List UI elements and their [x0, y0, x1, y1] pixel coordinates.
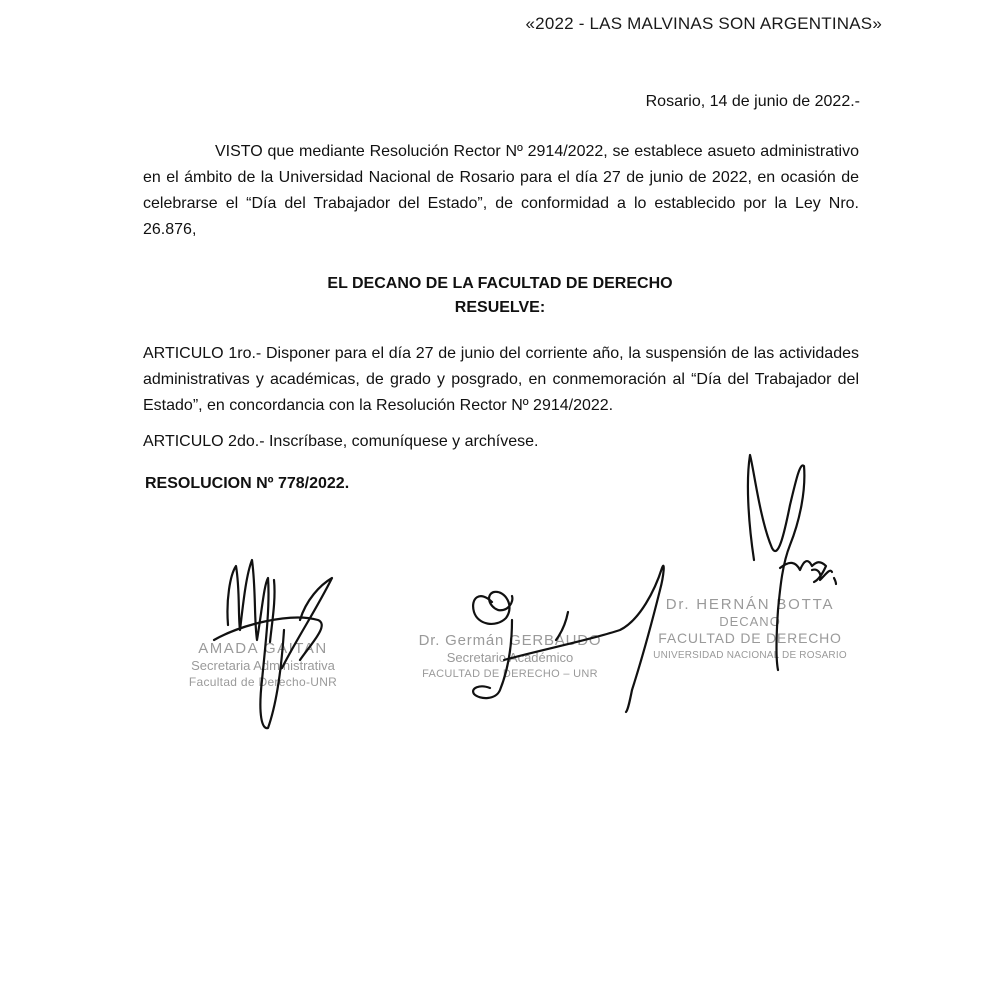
article-1: ARTICULO 1ro.- Disponer para el día 27 de junio del corriente año, la suspensión de las actividades administrativas y académicas, de grado y posgrado, en conmemoración al “Día del Trabajador del Estado”, en concordancia con la Resolución Rector Nº 2914/2022.	[143, 345, 859, 414]
stamp-org: FACULTAD DE DERECHO – UNR	[422, 668, 598, 680]
stamp-org: FACULTAD DE DERECHO	[658, 630, 842, 646]
stamp-role: DECANO	[719, 614, 781, 629]
stamp-name: Dr. HERNÁN BOTTA	[665, 596, 835, 613]
signature-right-stroke-4	[834, 578, 836, 584]
stamp-name: Dr. Germán GERBAUDO	[418, 632, 602, 649]
stamp-role: Secretaria Administrativa	[191, 658, 335, 673]
heading-dean: EL DECANO DE LA FACULTAD DE DERECHO	[327, 275, 673, 292]
stamp-org: Facultad de Derecho-UNR	[188, 675, 338, 689]
stamp-university: UNIVERSIDAD NACIONAL DE ROSARIO	[653, 650, 847, 661]
article-2: ARTICULO 2do.- Inscríbase, comuníquese y archívese.	[143, 433, 539, 450]
resolution-number: RESOLUCION Nº 778/2022.	[145, 475, 350, 492]
header-motto: «2022 - LAS MALVINAS SON ARGENTINAS»	[525, 14, 882, 33]
signature-right-stroke-1	[748, 455, 804, 670]
stamp-role: Secretario Académico	[446, 650, 574, 665]
visto-paragraph: VISTO que mediante Resolución Rector Nº 2914/2022, se establece asueto administrativo en el ámbito de la Universidad Nacional de Rosario para el día 27 de junio de 2022, en ocasión de celebrarse el “Día del Trabajador del Estado”, de conformidad a lo establecido por la Ley Nro. 26.876,	[143, 143, 859, 238]
date-line: Rosario, 14 de junio de 2022.-	[645, 93, 860, 110]
stamp-name: AMADA GAITAN	[198, 640, 328, 657]
heading-resuelve: RESUELVE:	[454, 299, 546, 316]
